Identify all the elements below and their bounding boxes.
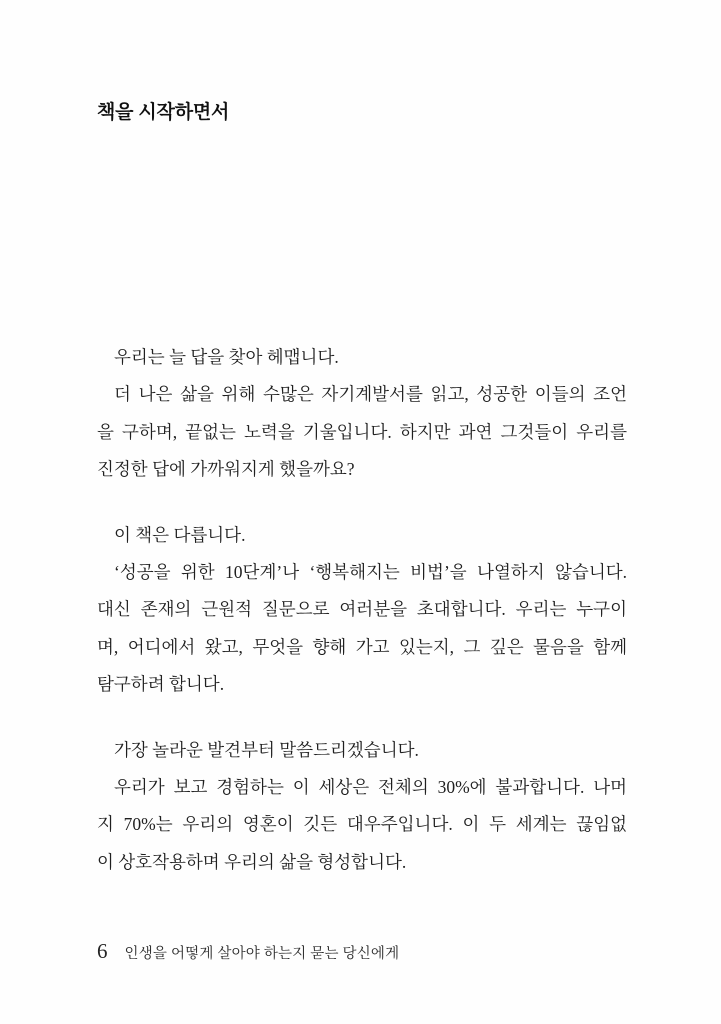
body-text-line: 탐구하려 합니다. [97, 674, 225, 695]
paragraph-block-1 [97, 339, 627, 489]
body-text-line: ‘성공을 위한 10단계’나 ‘행복해지는 비법’을 나열하지 않습니다. [114, 561, 627, 582]
body-text-line: 이 상호작용하며 우리의 삶을 형성합니다. [97, 851, 407, 872]
body-text-line: 우리는 늘 답을 찾아 헤맵니다. [114, 347, 339, 367]
body-text-line: 가장 놀라운 발견부터 말씀드리겠습니다. [114, 739, 419, 760]
page-number: 6 [97, 939, 108, 963]
body-text-line: 며, 어디에서 왔고, 무엇을 향해 가고 있는지, 그 깊은 물음을 함께 [97, 636, 627, 657]
body-text-line: 대신 존재의 근원적 질문으로 여러분을 초대합니다. 우리는 누구이 [97, 599, 627, 620]
running-title: 인생을 어떻게 살아야 하는지 묻는 당신에게 [124, 946, 400, 962]
paragraph-block-3 [97, 732, 627, 882]
body-text-line: 을 구하며, 끝없는 노력을 기울입니다. 하지만 과연 그것들이 우리를 [97, 421, 627, 442]
body-text [97, 339, 627, 881]
body-text-line: 더 나은 삶을 위해 수많은 자기계발서를 읽고, 성공한 이들의 조언 [114, 384, 627, 405]
chapter-heading: 책을 시작하면서 [97, 102, 230, 123]
paragraph-block-2 [97, 517, 627, 704]
body-text-line: 이 책은 다릅니다. [114, 524, 246, 545]
body-text-line: 지 70%는 우리의 영혼이 깃든 대우주입니다. 이 두 세계는 끊임없 [97, 814, 627, 835]
page-footer [97, 936, 399, 969]
body-text-line: 진정한 답에 가까워지게 했을까요? [97, 459, 355, 480]
body-text-line: 우리가 보고 경험하는 이 세상은 전체의 30%에 불과합니다. 나머 [114, 776, 627, 797]
